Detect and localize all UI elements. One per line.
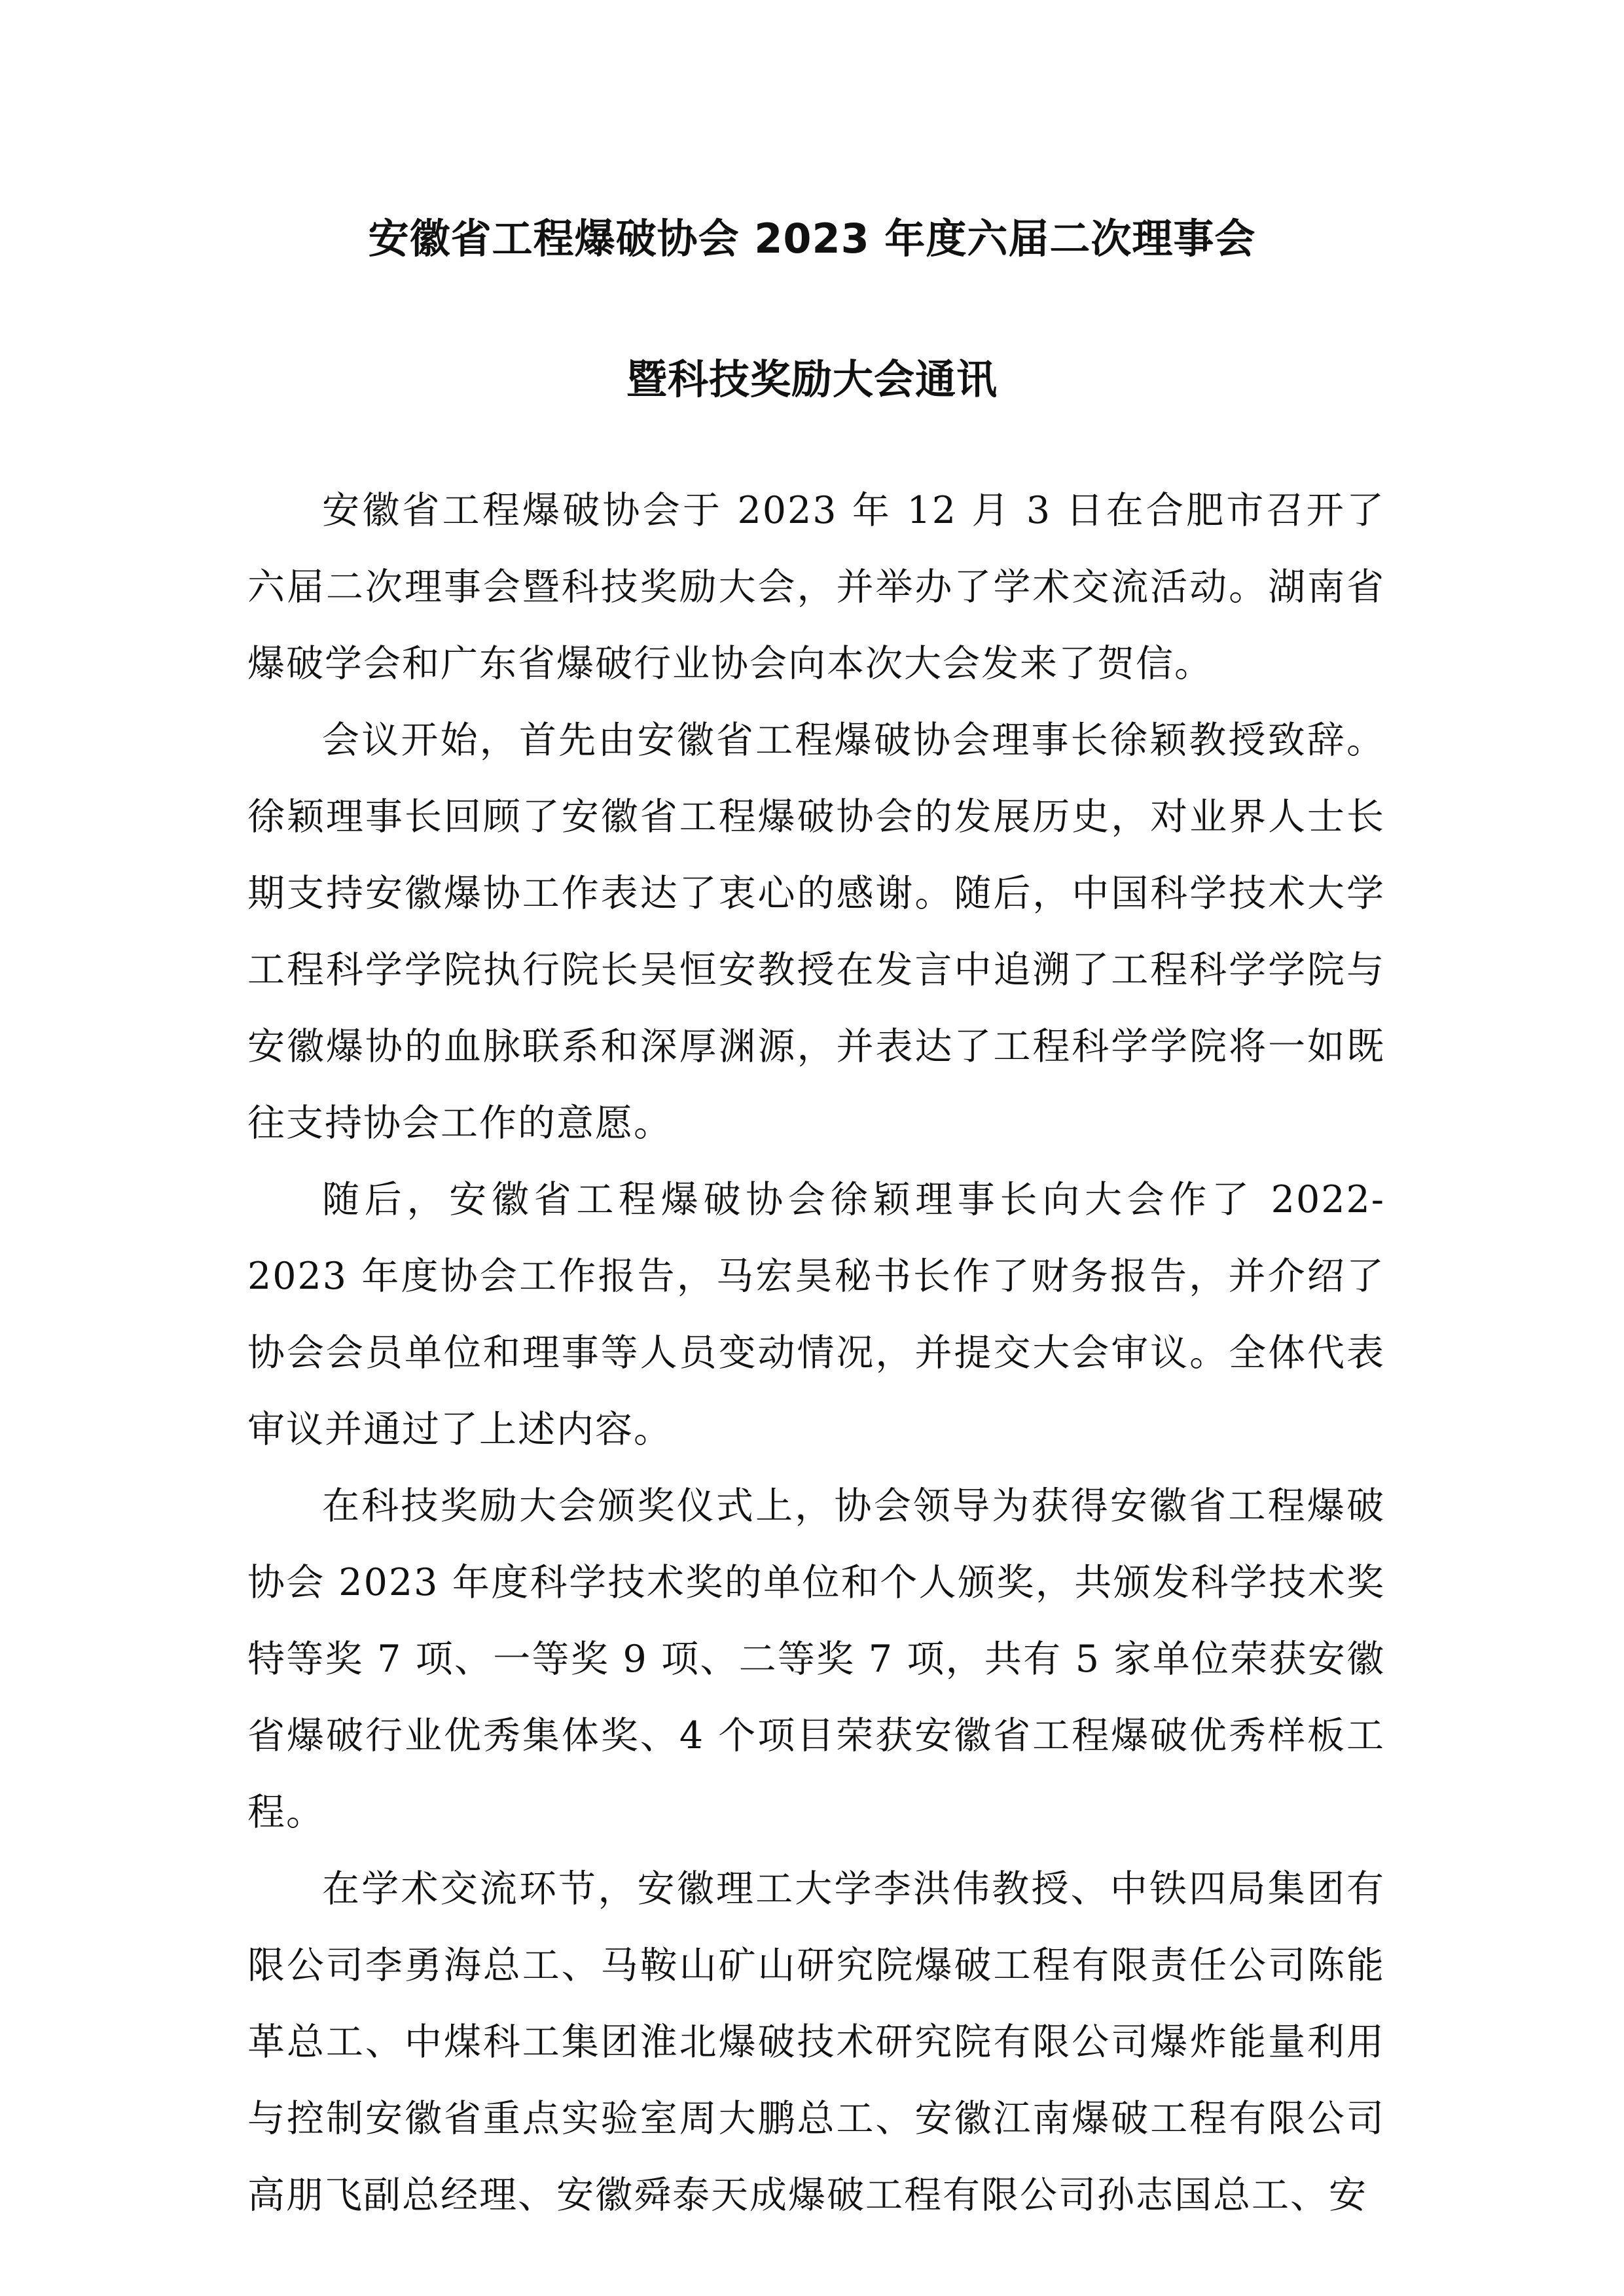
document-title-line-1: 安徽省工程爆破协会 2023 年度六届二次理事会 bbox=[368, 215, 1256, 262]
document-title-line-2: 暨科技奖励大会通讯 bbox=[626, 355, 998, 403]
paragraph-1: 安徽省工程爆破协会于 2023 年 12 月 3 日在合肥市召开了六届二次理事会暨科技奖励大会，并举办了学术交流活动。湖南省爆破学会和广东省爆破行业协会向本次大会发来了贺信。 bbox=[247, 489, 1385, 685]
document-body bbox=[247, 473, 1385, 2234]
paragraph-4: 在科技奖励大会颁奖仪式上，协会领导为获得安徽省工程爆破协会 2023 年度科学技术奖的单位和个人颁奖，共颁发科学技术奖特等奖 7 项、一等奖 9 项、二等奖 7 项，共有 5 家单位荣获安徽省爆破行业优秀集体奖、4 个项目荣获安徽省工程爆破优秀样板工程。 bbox=[247, 1484, 1385, 1834]
paragraph-5: 在学术交流环节，安徽理工大学李洪伟教授、中铁四局集团有限公司李勇海总工、马鞍山矿山研究院爆破工程有限责任公司陈能革总工、中煤科工集团淮北爆破技术研究院有限公司爆炸能量利用与控制安徽省重点实验室周大鹏总工、安徽江南爆破工程有限公司高朋飞副总经理、安徽舜泰天成爆破工程有限公司孙志国总工、安 bbox=[247, 1867, 1385, 2217]
paragraph-2: 会议开始，首先由安徽省工程爆破协会理事长徐颖教授致辞。徐颖理事长回顾了安徽省工程爆破协会的发展历史，对业界人士长期支持安徽爆协工作表达了衷心的感谢。随后，中国科学技术大学工程科学学院执行院长吴恒安教授在发言中追溯了工程科学学院与安徽爆协的血脉联系和深厚渊源，并表达了工程科学学院将一如既往支持协会工作的意愿。 bbox=[247, 719, 1385, 1145]
paragraph-3: 随后，安徽省工程爆破协会徐颖理事长向大会作了 2022-2023 年度协会工作报告，马宏昊秘书长作了财务报告，并介绍了协会会员单位和理事等人员变动情况，并提交大会审议。全体代表审议并通过了上述内容。 bbox=[247, 1178, 1385, 1451]
